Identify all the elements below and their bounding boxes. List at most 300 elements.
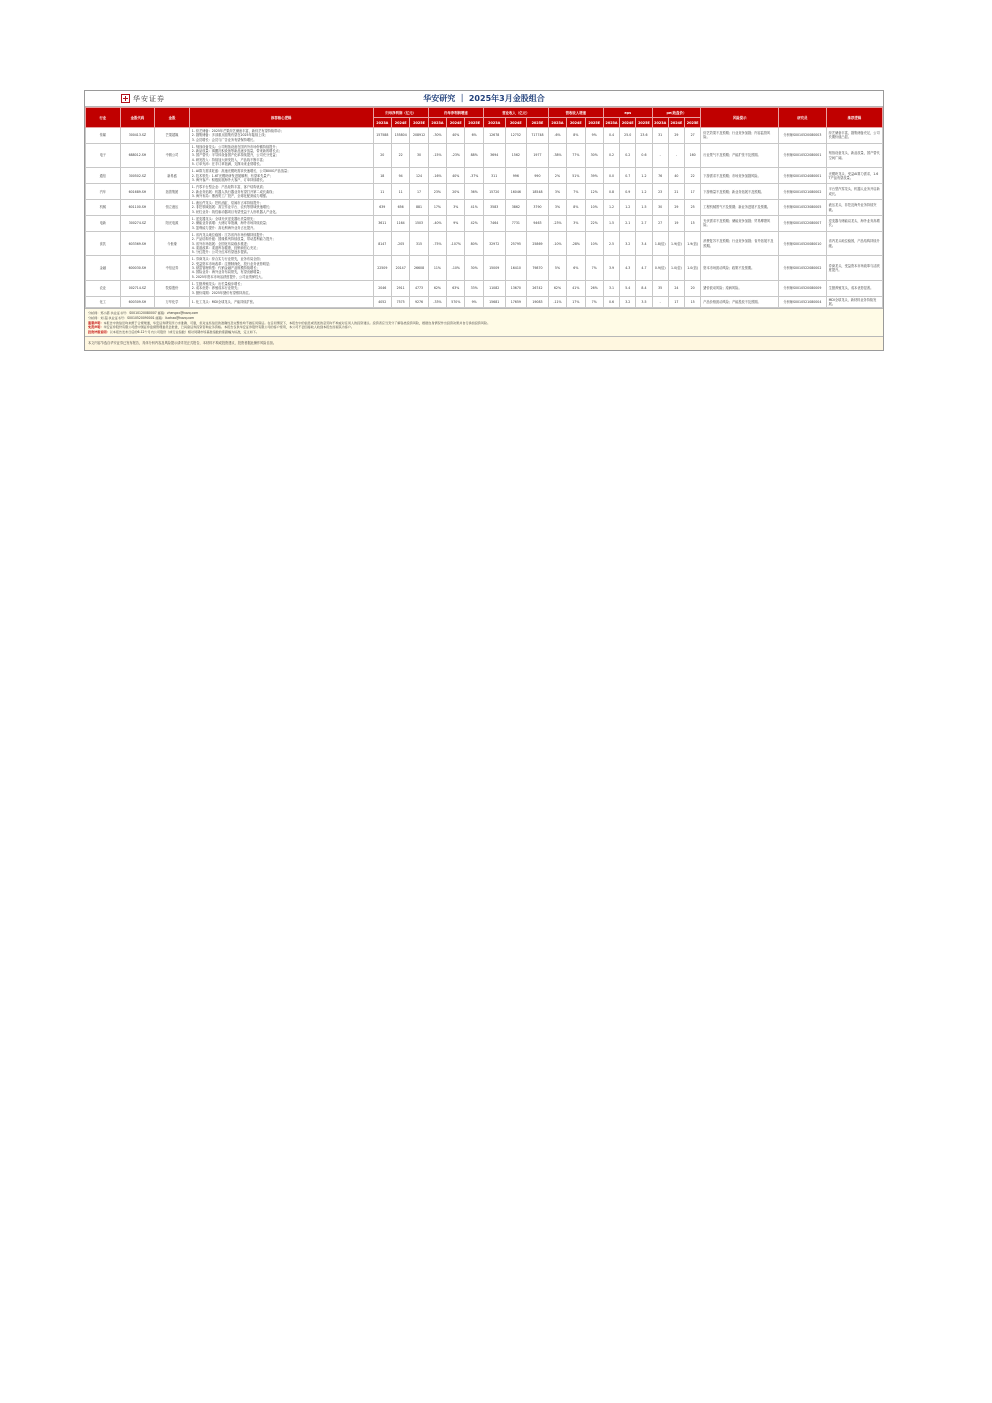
note-label: 免责声明： xyxy=(88,325,104,330)
risk-cell: 光伏需求不及预期；储能竞争加剧；贸易摩擦风险。 xyxy=(701,216,779,232)
value-cell: 717748 xyxy=(527,128,549,144)
value-cell: -30% xyxy=(428,128,446,144)
col-revenue-growth: 营收收入增速 xyxy=(548,108,603,118)
code-cell: 600030.SH xyxy=(120,256,155,280)
risk-cell: 猪价波动风险；疫病风险。 xyxy=(701,280,779,296)
logic-line: 1. 生猪养殖龙头：出栏量稳步增长； xyxy=(191,281,244,286)
value-cell: 26608 xyxy=(410,256,428,280)
value-cell: 7% xyxy=(567,184,585,200)
value-cell: -10% xyxy=(447,256,465,280)
value-cell: -37% xyxy=(465,168,483,184)
year-header: 2025E xyxy=(410,118,428,128)
industry-cell: 食饮 xyxy=(86,231,121,255)
logic-line: 2. 受益资本市场改革：注册制深化，投行业务优势明显； xyxy=(191,261,273,266)
year-header: 2025E xyxy=(636,118,652,128)
note-text: 以本报告发布日后的6-12个月内公司股价（或行业指数）相对同期市场基准指数的涨跌幅为标准，定义如下。 xyxy=(109,329,259,334)
risk-cell: 消费复苏不及预期；行业竞争加剧；省外拓展不及预期。 xyxy=(701,231,779,255)
value-cell: 0.6 xyxy=(636,143,652,167)
value-cell: 3% xyxy=(567,216,585,232)
value-cell: 4.7 xyxy=(636,256,652,280)
value-cell: 315 xyxy=(410,231,428,255)
value-cell: 996 xyxy=(505,168,527,184)
value-cell: 2911 xyxy=(391,280,409,296)
table-row xyxy=(86,280,883,296)
logic-line: 3. 丝杠业务：线性驱动器项目有望受益于人形机器人产业化。 xyxy=(191,209,279,214)
logic-cell xyxy=(189,168,373,184)
analyst-line: 分析师：郑小霞 执业证书号：S0010120080007 邮箱：zhengxx@hazq.com xyxy=(88,311,199,316)
value-cell: 25 xyxy=(685,200,701,216)
analyst-cell: 分析师S0010523080005 xyxy=(779,200,827,216)
col-logic: 推荐核心逻辑 xyxy=(189,108,373,128)
value-cell: 22509 xyxy=(373,256,391,280)
value-cell: 3.4 xyxy=(636,231,652,255)
stock-cell: 芒果超媒 xyxy=(155,128,190,144)
value-cell: 10% xyxy=(585,231,603,255)
col-stock: 金股 xyxy=(155,108,190,128)
stock-cell: 中信证券 xyxy=(155,256,190,280)
value-cell: -75% xyxy=(428,231,446,255)
value-cell: 6% xyxy=(567,256,585,280)
value-cell: 1.9(倍) xyxy=(685,231,701,255)
logic-line: 1. 刻蚀设备龙头：公司刻蚀设备在国内外市场份额持续提升； xyxy=(191,144,279,149)
value-cell: 36% xyxy=(465,184,483,200)
code-cell: 300413.SZ xyxy=(120,128,155,144)
value-cell: 41% xyxy=(567,280,585,296)
industry-cell: 农业 xyxy=(86,280,121,296)
value-cell: 9463 xyxy=(527,216,549,232)
risk-cell: 资本市场波动风险；政策不及预期。 xyxy=(701,256,779,280)
code-cell: 603369.SH xyxy=(120,231,155,255)
year-header: 2023A xyxy=(483,118,505,128)
year-header: 2024E xyxy=(447,118,465,128)
value-cell: 1.0(倍) xyxy=(668,256,684,280)
value-cell: 570% xyxy=(447,296,465,308)
value-cell: 9276 xyxy=(410,296,428,308)
logic-line: 1. 化工龙头：MDI全球龙头，产能持续扩张。 xyxy=(191,299,257,304)
value-cell: 9% xyxy=(585,128,603,144)
value-cell: 15681 xyxy=(483,296,505,308)
value-cell: 21 xyxy=(668,184,684,200)
year-header: 2025E xyxy=(585,118,603,128)
value-cell: 157588 xyxy=(373,128,391,144)
value-cell: 18 xyxy=(373,168,391,184)
year-header: 2023A xyxy=(373,118,391,128)
value-cell: - xyxy=(652,143,668,167)
value-cell: 8147 xyxy=(373,231,391,255)
value-cell: 1562 xyxy=(505,143,527,167)
year-header: 2025E xyxy=(527,118,549,128)
value-cell: 0.2 xyxy=(603,143,619,167)
analyst-cell: 分析师S0010520080003 xyxy=(779,128,827,144)
table-row xyxy=(86,184,883,200)
logic-line: 1. 省内龙头地位稳固：江苏省内市场份额持续提升； xyxy=(191,232,266,237)
value-cell: 0.9(倍) xyxy=(652,256,668,280)
value-cell: -40% xyxy=(428,216,446,232)
industry-cell: 电子 xyxy=(86,143,121,167)
value-cell: -205 xyxy=(391,231,409,255)
value-cell: 31 xyxy=(652,128,668,144)
value-cell: 17 xyxy=(685,184,701,200)
col-remark: 推荐逻辑 xyxy=(826,108,882,128)
value-cell: -107% xyxy=(447,231,465,255)
value-cell: 124 xyxy=(410,168,428,184)
logic-line: 2. 技术领先：1.6T光模块研发进展顺利，有望率先量产； xyxy=(191,173,273,178)
value-cell: 7464 xyxy=(483,216,505,232)
logic-line: 4. 国际业务：海外业务布局领先，有望贡献增量； xyxy=(191,270,263,275)
industry-cell: 电新 xyxy=(86,216,121,232)
value-cell: 0.2 xyxy=(620,143,636,167)
table-body xyxy=(86,128,883,308)
value-cell: 77% xyxy=(567,143,585,167)
risk-cell: 行业景气不及预期；产能扩张不及预期。 xyxy=(701,143,779,167)
year-header: 2024E xyxy=(620,118,636,128)
analyst-cell: 分析师S0010521080002 xyxy=(779,184,827,200)
logic-cell xyxy=(189,143,373,167)
analyst-line: 分析师：刘 超 执业证书号：S0010520090001 邮箱：liuchao@hazq.com xyxy=(88,315,195,320)
value-cell: 13670 xyxy=(505,280,527,296)
logic-line: 3. 会员增长：会员与广告业务有望保持增长。 xyxy=(191,137,257,142)
note-label: 重要声明： xyxy=(88,320,104,325)
value-cell: 12678 xyxy=(483,128,505,144)
value-cell: 20 xyxy=(685,280,701,296)
value-cell: 8% xyxy=(567,128,585,144)
value-cell: 1503 xyxy=(410,216,428,232)
table-row xyxy=(86,256,883,280)
value-cell: - xyxy=(668,143,684,167)
value-cell: 22% xyxy=(585,216,603,232)
logic-line: 3. 国产替代：半导体设备国产化率持续提升，公司充分受益； xyxy=(191,153,279,158)
logic-line: 4. 渠道改革：渠道库存健康，经销商信心充足； xyxy=(191,245,260,250)
value-cell: 40 xyxy=(668,168,684,184)
value-cell: 1977 xyxy=(527,143,549,167)
col-revenue: 营业收入（亿元） xyxy=(483,108,548,118)
value-cell: 20147 xyxy=(391,256,409,280)
code-cell: 688012.SH xyxy=(120,143,155,167)
remark-cell: 逆变器与储能双龙头，海外业务高增长。 xyxy=(826,216,882,232)
value-cell: 27 xyxy=(652,216,668,232)
logic-line: 1. AI算力需求旺盛：高速光模块需求快速增长，公司800G产品放量； xyxy=(191,169,291,174)
value-cell: 7% xyxy=(585,256,603,280)
value-cell: -16% xyxy=(428,168,446,184)
value-cell: 2.5 xyxy=(603,231,619,255)
page-title: 华安研究 ｜ 2025年3月金股组合 xyxy=(423,94,545,103)
value-cell: 23.6 xyxy=(636,128,652,144)
logic-line: 2. 剧集储备：多部重点剧集有望在2025年陆续上线； xyxy=(191,133,268,138)
logic-line: 2. 储能业务高增：大储订单饱满，海外市场持续放量； xyxy=(191,221,270,226)
value-cell: 2046 xyxy=(373,280,391,296)
value-cell: 1.2 xyxy=(636,168,652,184)
logic-line: 5. 2025年资本市场活跃度提升，公司业绩弹性大。 xyxy=(191,274,265,279)
value-cell: 9% xyxy=(447,216,465,232)
industry-cell: 化工 xyxy=(86,296,121,308)
value-cell: 40% xyxy=(447,128,465,144)
remark-cell: 省内龙头地位稳固，产品结构持续升级。 xyxy=(826,231,882,255)
logic-line: 2. 非挖领域拓展：高空作业平台、农机等领域快速增长； xyxy=(191,205,273,210)
value-cell: 26% xyxy=(585,280,603,296)
remark-cell: MDI全球龙头，新材料业务持续发展。 xyxy=(826,296,882,308)
year-header: 2025E xyxy=(685,118,701,128)
value-cell: 29 xyxy=(668,200,684,216)
value-cell: 25869 xyxy=(527,231,549,255)
value-cell: 3.2 xyxy=(620,296,636,308)
industry-cell: 机械 xyxy=(86,200,121,216)
value-cell: 1164 xyxy=(391,216,409,232)
logic-line: 3. 海外布局：墨西哥工厂投产，全球化配套能力增强。 xyxy=(191,193,270,198)
logic-line: 2. 新业务拓展：机器人执行器业务有望打开第二成长曲线； xyxy=(191,189,276,194)
value-cell: 42% xyxy=(465,216,483,232)
logo-seal-icon xyxy=(121,94,130,103)
title-bar xyxy=(85,91,883,107)
analyst-cell: 分析师S0010520080010 xyxy=(779,231,827,255)
logic-line: 3. 财富管理转型：代销金融产品规模持续增长； xyxy=(191,266,260,271)
value-cell: 8% xyxy=(567,200,585,216)
stock-cell: 新易盛 xyxy=(155,168,190,184)
stock-cell: 拓普集团 xyxy=(155,184,190,200)
value-cell: 0.8 xyxy=(603,184,619,200)
value-cell: 1.5 xyxy=(636,200,652,216)
value-cell: 4052 xyxy=(373,296,391,308)
value-cell: 25795 xyxy=(505,231,527,255)
value-cell: 22 xyxy=(391,143,409,167)
analyst-cell: 分析师S0010522080007 xyxy=(779,216,827,232)
value-cell: 155804 xyxy=(391,128,409,144)
value-cell: -23% xyxy=(447,143,465,167)
logic-cell xyxy=(189,256,373,280)
logic-cell xyxy=(189,200,373,216)
year-header: 2025E xyxy=(465,118,483,128)
year-header: 2023A xyxy=(548,118,566,128)
value-cell: -6% xyxy=(548,128,566,144)
value-cell: 20% xyxy=(447,184,465,200)
stock-cell: 今世缘 xyxy=(155,231,190,255)
code-cell: 002714.SZ xyxy=(120,280,155,296)
col-pe: pe(收盘价） xyxy=(652,108,701,118)
table-row xyxy=(86,128,883,144)
value-cell: 311 xyxy=(483,168,505,184)
value-cell: 208912 xyxy=(410,128,428,144)
value-cell: 1.9(倍) xyxy=(668,231,684,255)
logic-line: 2. 新品放量：薄膜沉积设备等新品逐步放量，带来新的增长点； xyxy=(191,149,282,154)
value-cell: 0.6 xyxy=(603,296,619,308)
value-cell: 76 xyxy=(652,168,668,184)
year-header: 2023A xyxy=(603,118,619,128)
note-item xyxy=(88,330,880,335)
year-header: 2023A xyxy=(428,118,446,128)
value-cell: 1.2 xyxy=(603,200,619,216)
analyst-cell: 分析师S0010524080001 xyxy=(779,168,827,184)
stock-cell: 恒立液压 xyxy=(155,200,190,216)
value-cell: 32972 xyxy=(483,231,505,255)
industry-cell: 通信 xyxy=(86,168,121,184)
value-cell: 39% xyxy=(585,168,603,184)
value-cell: -38% xyxy=(548,143,566,167)
brand-logo xyxy=(85,91,241,106)
value-cell: 7731 xyxy=(505,216,527,232)
value-cell: 30% xyxy=(585,143,603,167)
value-cell: 16046 xyxy=(505,184,527,200)
value-cell: 20 xyxy=(373,143,391,167)
value-cell: 11082 xyxy=(483,280,505,296)
value-cell: 3% xyxy=(548,184,566,200)
col-eps: eps xyxy=(603,108,652,118)
value-cell: 9% xyxy=(465,296,483,308)
value-cell: 23 xyxy=(652,184,668,200)
remark-cell: 平台型汽零龙头，机器人业务开启新成长。 xyxy=(826,184,882,200)
value-cell: 6% xyxy=(465,128,483,144)
stock-table xyxy=(85,107,883,308)
logic-line: 1. 券商龙头：综合实力行业领先，业务布局全面； xyxy=(191,257,263,262)
value-cell: -11% xyxy=(548,296,566,308)
risk-cell: 产品价格波动风险；产能投放不及预期。 xyxy=(701,296,779,308)
remark-cell: 光模块龙头，受益AI算力需求，1.6T产品有望放量。 xyxy=(826,168,882,184)
value-cell: -33% xyxy=(428,296,446,308)
value-cell: 2.7 xyxy=(636,216,652,232)
value-cell: -10% xyxy=(548,231,566,255)
value-cell: 15720 xyxy=(483,184,505,200)
logic-cell xyxy=(189,128,373,144)
value-cell: 40% xyxy=(447,168,465,184)
value-cell: 35 xyxy=(652,280,668,296)
value-cell: 8.4 xyxy=(636,280,652,296)
logic-line: 4. 研发投入：持续加大研发投入，产品线不断丰富； xyxy=(191,157,266,162)
col-net-profit: 归母净利润（亿元） xyxy=(373,108,428,118)
remark-cell: 券商龙头，受益资本市场改革与活跃度提升。 xyxy=(826,256,882,280)
col-analyst: 研究员 xyxy=(779,108,827,128)
value-cell: 7% xyxy=(585,296,603,308)
col-risk: 风险提示 xyxy=(701,108,779,128)
stock-cell: 阳光电源 xyxy=(155,216,190,232)
col-profit-growth: 归母净利润增速 xyxy=(428,108,483,118)
analyst-cell: 分析师S0010521080004 xyxy=(779,296,827,308)
value-cell: 639 xyxy=(373,200,391,216)
value-cell: 1.0(倍) xyxy=(685,256,701,280)
industry-cell: 汽车 xyxy=(86,184,121,200)
industry-cell: 金融 xyxy=(86,256,121,280)
logic-line: 5. 订单充沛：在手订单饱满，支撑未来业绩增长。 xyxy=(191,162,263,167)
value-cell: 62% xyxy=(548,280,566,296)
table-row xyxy=(86,168,883,184)
value-cell: 656 xyxy=(391,200,409,216)
col-code: 金股代码 xyxy=(120,108,155,128)
value-cell: 881 xyxy=(410,200,428,216)
value-cell: 1.5 xyxy=(603,216,619,232)
year-header: 2024E xyxy=(391,118,409,128)
logic-line: 1. 汽零平台型企业：产品矩阵丰富，客户结构优质； xyxy=(191,185,266,190)
value-cell: 30% xyxy=(465,256,483,280)
value-cell: 26742 xyxy=(527,280,549,296)
remark-cell: 综艺储备丰富，剧集储备充足，公司长期价值凸显。 xyxy=(826,128,882,144)
value-cell: 4773 xyxy=(410,280,428,296)
value-cell: 80% xyxy=(465,231,483,255)
disclaimer: 本文内容节选自华安证券已发布报告，具体分析内容及风险提示请详见正式报告，本材料不构成投资建议，投资者据此操作风险自担。 xyxy=(85,336,883,350)
value-cell: 3.9 xyxy=(603,256,619,280)
logic-line: 1. 综艺储备：2025年芒果综艺储备丰富，新综艺有望持续带动； xyxy=(191,129,284,133)
value-cell: 5.4 xyxy=(620,280,636,296)
value-cell: 41% xyxy=(465,200,483,216)
value-cell: -23% xyxy=(548,216,566,232)
risk-cell: 工程机械景气不及预期；新业务进展不及预期。 xyxy=(701,200,779,216)
value-cell: 2% xyxy=(548,168,566,184)
value-cell: 3% xyxy=(447,200,465,216)
value-cell: -28% xyxy=(567,231,585,255)
value-cell: 0.9 xyxy=(620,184,636,200)
portfolio-sheet xyxy=(84,90,884,351)
value-cell: 3.2 xyxy=(620,231,636,255)
value-cell: 30 xyxy=(410,143,428,167)
code-cell: 601100.SH xyxy=(120,200,155,216)
logic-cell xyxy=(189,231,373,255)
logic-cell xyxy=(189,280,373,296)
value-cell: 3694 xyxy=(483,143,505,167)
value-cell: 17 xyxy=(668,296,684,308)
value-cell: 24 xyxy=(668,280,684,296)
remark-cell: 生猪养殖龙头，成本优势显著。 xyxy=(826,280,882,296)
value-cell: 1.2 xyxy=(620,200,636,216)
value-cell: 11 xyxy=(373,184,391,200)
value-cell: 11 xyxy=(391,184,409,200)
value-cell: 15 xyxy=(685,216,701,232)
value-cell: 12% xyxy=(585,184,603,200)
analyst-cell: 分析师S0010522080002 xyxy=(779,256,827,280)
value-cell: -15% xyxy=(428,143,446,167)
value-cell: 15009 xyxy=(483,256,505,280)
value-cell: 7575 xyxy=(391,296,409,308)
value-cell: 88% xyxy=(465,143,483,167)
value-cell: 160 xyxy=(685,143,701,167)
logic-line: 3. 海外客户：积极拓展海外大客户，订单持续增长。 xyxy=(191,177,266,182)
remark-cell: 刻蚀设备龙头，新品放量，国产替代空间广阔。 xyxy=(826,143,882,167)
value-cell: 2.1 xyxy=(620,216,636,232)
year-header: 2023A xyxy=(652,118,668,128)
logic-cell xyxy=(189,184,373,200)
value-cell: 11% xyxy=(428,256,446,280)
value-cell: 0.4 xyxy=(603,128,619,144)
value-cell: 19083 xyxy=(527,296,549,308)
value-cell: 29 xyxy=(668,128,684,144)
risk-cell: 下游需求不及预期；市场竞争加剧风险。 xyxy=(701,168,779,184)
logic-line: 1. 逆变器龙头：全球光伏逆变器出货量领先； xyxy=(191,217,257,222)
value-cell: 18548 xyxy=(527,184,549,200)
value-cell: 3611 xyxy=(373,216,391,232)
logic-line: 2. 成本优势：养殖成本行业领先； xyxy=(191,286,241,291)
value-cell: 27 xyxy=(685,128,701,144)
value-cell: 3.5 xyxy=(636,296,652,308)
table-row xyxy=(86,200,883,216)
value-cell: 12752 xyxy=(505,128,527,144)
risk-cell: 综艺效果不及预期；行业竞争加剧；内容监管风险。 xyxy=(701,128,779,144)
remark-cell: 液压龙头，非挖及海外业务持续突破。 xyxy=(826,200,882,216)
value-cell: - xyxy=(652,296,668,308)
logic-line: 2. 产品结构升级：国缘系列持续放量，带动盈利能力提升； xyxy=(191,237,276,242)
value-cell: 1.2 xyxy=(636,184,652,200)
value-cell: 19 xyxy=(668,216,684,232)
stock-cell: 万华化学 xyxy=(155,296,190,308)
code-cell: 601689.SH xyxy=(120,184,155,200)
year-header: 2024E xyxy=(505,118,527,128)
year-header: 2024E xyxy=(668,118,684,128)
logic-line: 3. 盈利能力提升：高毛利海外业务占比提升。 xyxy=(191,225,257,230)
table-row xyxy=(86,143,883,167)
value-cell: 62% xyxy=(428,280,446,296)
logic-cell xyxy=(189,216,373,232)
note-text: 华安证券股份有限公司经中国证券监督管理委员会批准，已具备证券投资咨询业务资格。本报告仅供华安证券股份有限公司的客户使用，本公司不会因接收人收到本报告而视其为客户。 xyxy=(103,325,355,330)
table-row xyxy=(86,231,883,255)
year-header: 2024E xyxy=(567,118,585,128)
value-cell: 51% xyxy=(567,168,585,184)
value-cell: 16410 xyxy=(505,256,527,280)
risk-cell: 下游销量不及预期；新业务拓展不及预期。 xyxy=(701,184,779,200)
value-cell: 3583 xyxy=(483,200,505,216)
